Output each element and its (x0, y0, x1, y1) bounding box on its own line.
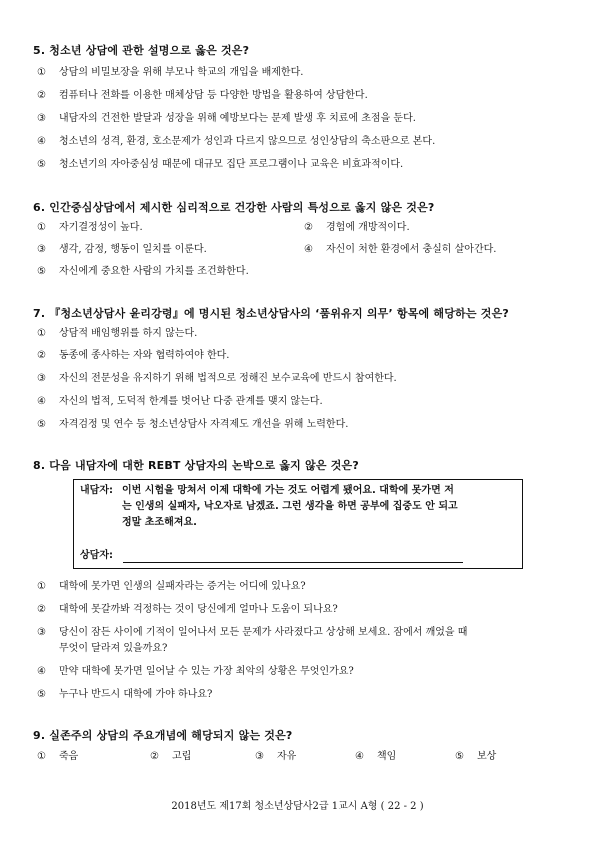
q6-option-1 (37, 221, 143, 235)
option-number: ③ (37, 244, 46, 255)
client-statement-line-2: 는 인생의 실패자, 낙오자로 남겠죠. 그런 생각을 하면 공부에 집중도 안 되고 (122, 501, 458, 512)
option-text: 생각, 감정, 행동이 일치를 이룬다. (59, 244, 207, 255)
option-number: ① (37, 222, 46, 233)
option-text: 대학에 못갈까봐 걱정하는 것이 당신에게 얼마나 도움이 되나요? (59, 604, 338, 615)
option-number: ③ (255, 751, 264, 762)
option-text: 누구나 반드시 대학에 가야 하나요? (59, 689, 213, 700)
option-number: ③ (37, 627, 46, 638)
q8-option-2 (37, 603, 338, 617)
q9-option-4 (355, 750, 396, 764)
question-9-title: 9. 실존주의 상담의 주요개념에 해당되지 않는 것은? (33, 729, 293, 742)
option-number: ② (37, 90, 46, 101)
q5-option-3 (37, 112, 416, 126)
option-text: 청소년기의 자아중심성 때문에 대규모 집단 프로그램이나 교육은 비효과적이다. (59, 159, 404, 170)
question-7-title: 7. 『청소년상담사 윤리강령』에 명시된 청소년상담사의 ‘품위유지 의무’ 항목에 해당하는 것은? (33, 307, 509, 320)
client-statement-line-1: 이번 시험을 망쳐서 이제 대학에 가는 것도 어렵게 됐어요. 대학에 못가면 저 (122, 485, 454, 496)
question-8-title: 8. 다음 내담자에 대한 REBT 상담자의 논박으로 옳지 않은 것은? (33, 459, 359, 472)
option-number: ① (37, 67, 46, 78)
q7-option-4 (37, 395, 323, 409)
option-text: 자신의 법적, 도덕적 한계를 벗어난 다중 관계를 맺지 않는다. (59, 396, 323, 407)
q9-option-2 (150, 750, 191, 764)
option-number: ⑤ (455, 751, 464, 762)
option-text: 만약 대학에 못가면 일어날 수 있는 가장 최악의 상황은 무엇인가요? (59, 666, 354, 677)
counselor-label: 상담자: (80, 550, 113, 561)
option-text: 자신이 처한 환경에서 충실히 살아간다. (326, 244, 497, 255)
q6-option-4 (304, 243, 496, 257)
option-text: 자기결정성이 높다. (59, 222, 143, 233)
option-text: 경험에 개방적이다. (326, 222, 410, 233)
q8-option-3-continued (37, 642, 167, 656)
q5-option-2 (37, 89, 368, 103)
q6-option-3 (37, 243, 207, 257)
page-footer: 2018년도 제17회 청소년상담사2급 1교시 A형 ( 22 - 2 ) (171, 801, 424, 812)
option-text: 동종에 종사하는 자와 협력하여야 한다. (59, 350, 230, 361)
q7-option-2 (37, 349, 229, 363)
option-text: 청소년의 성격, 환경, 호소문제가 성인과 다르지 않으므로 성인상담의 축소판으로 본다. (59, 136, 436, 147)
option-text: 대학에 못가면 인생의 실패자라는 증거는 어디에 있나요? (59, 581, 306, 592)
option-number: ③ (37, 113, 46, 124)
q5-option-1 (37, 66, 303, 80)
option-number: ④ (37, 136, 46, 147)
option-text: 고립 (172, 751, 192, 762)
option-text: 죽음 (59, 751, 79, 762)
q8-option-5 (37, 688, 212, 702)
option-number: ② (150, 751, 159, 762)
option-number: ② (37, 350, 46, 361)
option-number: ⑤ (37, 689, 46, 700)
option-number: ④ (37, 396, 46, 407)
q8-option-3 (37, 626, 467, 640)
option-text: 자유 (277, 751, 297, 762)
q9-option-3 (255, 750, 296, 764)
option-text: 자격검정 및 연수 등 청소년상담사 자격제도 개선을 위해 노력한다. (59, 419, 349, 430)
q7-option-1 (37, 327, 197, 341)
question-5-title: 5. 청소년 상담에 관한 설명으로 옳은 것은? (33, 44, 250, 57)
q5-option-5 (37, 158, 403, 172)
q6-option-5 (37, 265, 249, 279)
option-number: ④ (37, 666, 46, 677)
option-text: 보상 (477, 751, 497, 762)
option-text: 책임 (377, 751, 397, 762)
client-label: 내담자: (80, 485, 113, 496)
option-number: ⑤ (37, 159, 46, 170)
question-6-title: 6. 인간중심상담에서 제시한 심리적으로 건강한 사람의 특성으로 옳지 않은 것은? (33, 201, 435, 214)
option-number: ⑤ (37, 419, 46, 430)
q8-option-4 (37, 665, 354, 679)
option-text: 무엇이 달라져 있을까요? (59, 643, 168, 654)
option-number: ② (304, 222, 313, 233)
q7-option-5 (37, 418, 348, 432)
client-statement-line-3: 정말 초조해져요. (122, 517, 197, 528)
option-number: ② (37, 604, 46, 615)
q7-option-3 (37, 372, 397, 386)
option-number: ① (37, 328, 46, 339)
option-text: 당신이 잠든 사이에 기적이 일어나서 모든 문제가 사라졌다고 상상해 보세요. 잠에서 깨었을 때 (59, 627, 468, 638)
counselor-blank-line (123, 562, 463, 563)
q6-option-2 (304, 221, 410, 235)
option-number: ① (37, 751, 46, 762)
option-number: ① (37, 581, 46, 592)
q5-option-4 (37, 135, 435, 149)
q8-option-1 (37, 580, 306, 594)
option-text: 컴퓨터나 전화를 이용한 매체상담 등 다양한 방법을 활용하여 상담한다. (59, 90, 368, 101)
option-text: 내담자의 건전한 발달과 성장을 위해 예방보다는 문제 발생 후 치료에 초점을 둔다. (59, 113, 416, 124)
option-number: ④ (355, 751, 364, 762)
q9-option-1 (37, 750, 78, 764)
option-number: ③ (37, 373, 46, 384)
option-number: ④ (304, 244, 313, 255)
option-number: ⑤ (37, 266, 46, 277)
q9-option-5 (455, 750, 496, 764)
option-text: 상담적 배임행위를 하지 않는다. (59, 328, 198, 339)
option-text: 자신의 전문성을 유지하기 위해 법적으로 정해진 보수교육에 반드시 참여한다. (59, 373, 397, 384)
option-text: 상담의 비밀보장을 위해 부모나 학교의 개입을 배제한다. (59, 67, 304, 78)
option-text: 자신에게 중요한 사람의 가치를 조건화한다. (59, 266, 249, 277)
